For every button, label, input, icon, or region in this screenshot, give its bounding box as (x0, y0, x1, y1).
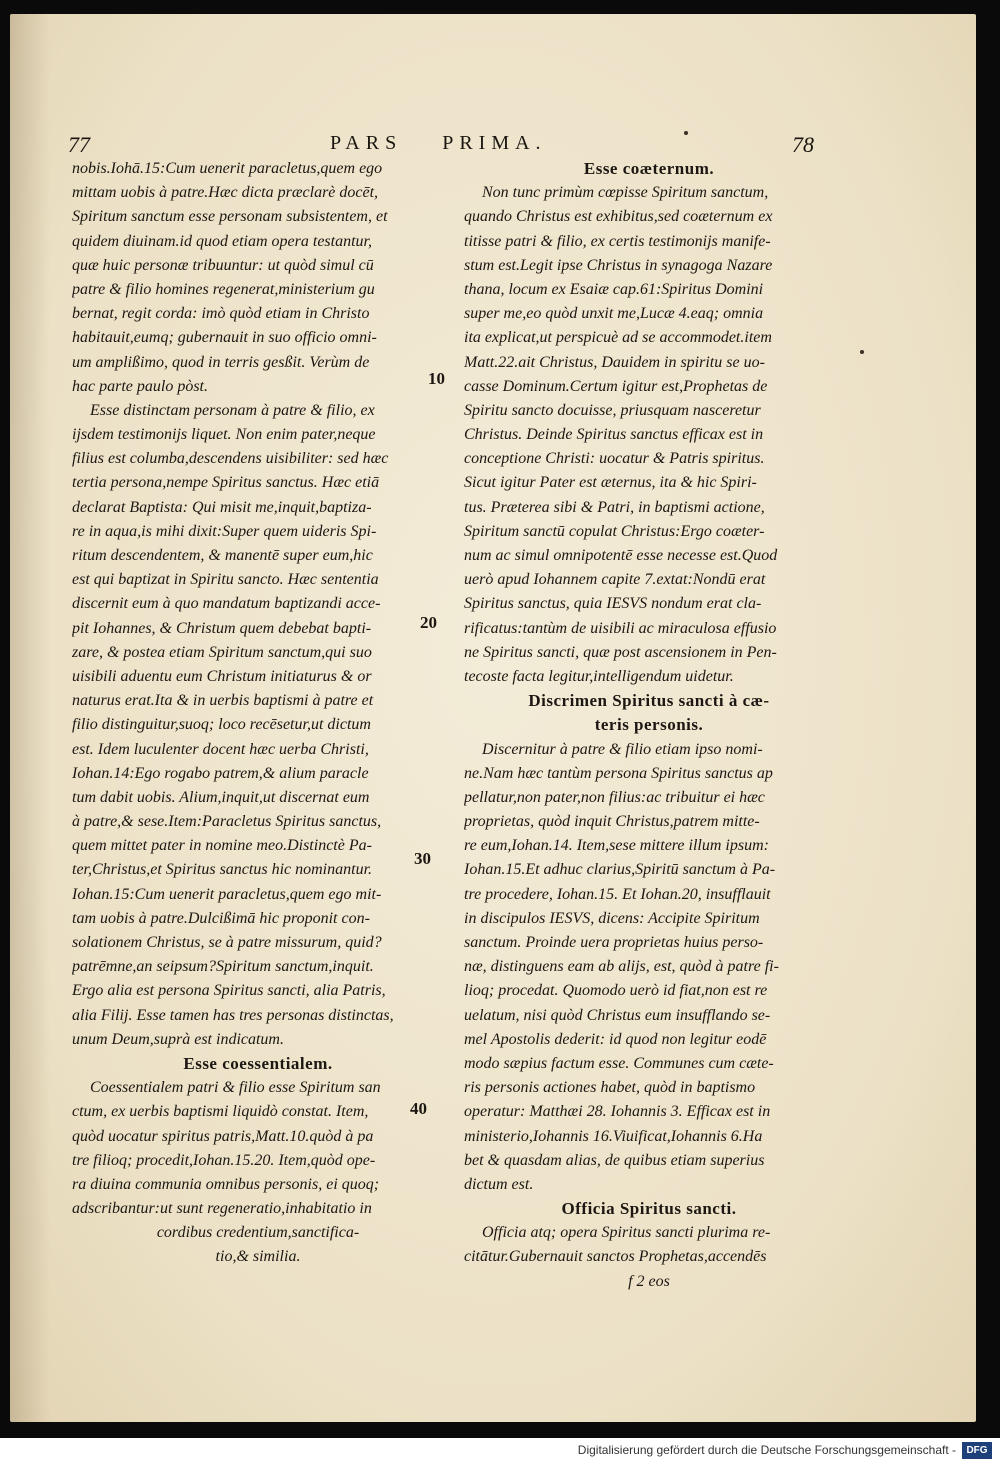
text-line: naturus erat.Ita & in uerbis baptismi à patre et (72, 692, 374, 710)
text-line: tum dabit uobis. Alium,inquit,ut discernat eum (72, 788, 370, 806)
text-line: Ergo alia est persona Spiritus sancti, alia Patris, (72, 982, 386, 1000)
text-line: citātur.Gubernauit sanctos Prophetas,accendēs (464, 1248, 767, 1266)
text-line: Spiritu sancto docuisse, priusquam nasceretur (464, 401, 761, 419)
running-title-part-1: PARS (330, 132, 403, 154)
ink-speck (860, 350, 864, 354)
text-line: Spiritus sanctus, quia IESVS nondum erat cla- (464, 595, 762, 613)
text-line: bet & quasdam alias, de quibus etiam superius (464, 1151, 765, 1169)
text-line: Iohan.14:Ego rogabo patrem,& alium paracle (72, 764, 369, 782)
text-line: sanctum. Proinde uera proprietas huius perso- (464, 934, 764, 951)
text-line: næ, distinguens eam ab alijs, est, quòd à patre fi- (464, 958, 779, 976)
text-line: quidem diuinam.id quod etiam opera testantur, (72, 232, 372, 250)
running-title (330, 132, 547, 155)
margin-line-number: 10 (428, 369, 445, 388)
text-line: cordibus credentium,sanctifica- (156, 1224, 360, 1242)
text-line: quem mittet pater in nomine meo.Distinctè Pa- (72, 837, 372, 855)
text-line: Coessentialem patri & filio esse Spiritum san (90, 1079, 381, 1097)
text-line: pellatur,non pater,non filius:ac tribuitur ei hæc (464, 788, 765, 806)
section-heading: Discrimen Spiritus sancti à cæ- (528, 691, 770, 711)
book-page (10, 14, 976, 1422)
dfg-logo-icon: DFG (962, 1442, 992, 1459)
ink-speck (684, 131, 688, 135)
text-line: filio distinguitur,suoq; loco recēsetur,ut dictum (72, 716, 371, 734)
text-line: Spiritum sanctū copulat Christus:Ergo coæter- (464, 522, 765, 540)
section-heading: Officia Spiritus sancti. (561, 1199, 737, 1219)
text-line: Matt.22.ait Christus, Dauidem in spiritu se uo- (464, 353, 765, 371)
text-line: ne.Nam hæc tantùm persona Spiritus sanctus ap (464, 764, 773, 782)
text-line: num ac simul omnipotentē esse necesse est.Quod (464, 547, 778, 564)
text-line: Non tunc primùm cœpisse Spiritum sanctum, (482, 184, 769, 202)
gutter-shadow (10, 14, 50, 1422)
text-line: quando Christus est exhibitus,sed coæternum ex (464, 208, 773, 226)
text-line: alia Filij. Esse tamen has tres personas distinctas, (72, 1006, 394, 1024)
text-line: solationem Christus, se à patre missurum, quid? (72, 934, 382, 951)
text-line: ctum, ex uerbis baptismi liquidò constat. Item, (72, 1103, 369, 1121)
text-line: Esse distinctam personam à patre & filio, ex (90, 401, 375, 419)
margin-line-number: 20 (420, 613, 437, 632)
text-line: operatur: Matthæi 28. Iohannis 3. Efficax est in (464, 1103, 771, 1121)
left-text-column (72, 157, 444, 1270)
text-line: zare, & postea etiam Spiritum sanctum,qui suo (72, 643, 372, 661)
text-line: tertia persona,nempe Spiritus sanctus. Hæc etiā (72, 474, 380, 492)
text-line: ijsdem testimonijs liquet. Non enim pater,neque (72, 426, 376, 444)
text-line: Iohan.15.Et adhuc clarius,Spiritū sanctum à Pa- (464, 861, 776, 879)
text-line: dictum est. (464, 1175, 534, 1193)
text-line: ministerio,Iohannis 16.Viuificat,Iohannis 6.Ha (464, 1127, 763, 1145)
section-heading: teris personis. (594, 715, 704, 735)
right-text-column (464, 157, 834, 1294)
text-line: tio,& similia. (215, 1248, 301, 1266)
page-number-left: 77 (68, 132, 90, 157)
text-line: re eum,Iohan.14. Item,sese mittere illum ipsum: (464, 837, 769, 855)
text-line: patre & filio homines regenerat,ministerium gu (72, 280, 375, 298)
text-line: à patre,& sese.Item:Paracletus Spiritus sanctus, (72, 813, 382, 831)
text-line: adscribantur:ut sunt regeneratio,inhabitatio in (72, 1200, 372, 1218)
text-line: ita explicat,ut perspicuè ad se accommodet.item (464, 329, 772, 347)
text-line: ris personis actiones habet, quòd in baptismo (464, 1079, 756, 1097)
text-line: tre filioq; procedit,Iohan.15.20. Item,quòd ope- (72, 1151, 376, 1169)
text-line: unum Deum,suprà est indicatum. (72, 1030, 284, 1048)
text-line: titisse patri & filio, ex certis testimonijs manife- (464, 232, 771, 250)
text-line: Spiritum sanctum esse personam subsistentem, et (72, 208, 388, 226)
text-line: thana, locum ex Esaiæ cap.61:Spiritus Domini (464, 280, 764, 298)
text-line: modo sæpius factum esse. Communes cum cæte- (464, 1054, 774, 1072)
text-line: super me,eo quòd unxit me,Lucæ 4.eaq; omnia (464, 305, 764, 323)
margin-line-number: 30 (414, 849, 431, 868)
text-line: uisibili aduentu eum Christum initiaturus & or (72, 667, 372, 685)
section-heading: Esse coessentialem. (183, 1053, 333, 1073)
text-line: uerò apud Iohannem capite 7.extat:Nondū erat (464, 571, 766, 589)
text-line: filius est columba,descendens uisibiliter: sed hæc (72, 450, 389, 468)
text-line: Sicut igitur Pater est æternus, ita & hic Spiri- (464, 474, 757, 492)
text-line: tus. Præterea sibi & Patri, in baptismi actione, (464, 498, 765, 516)
running-title-part-2: PRIMA. (442, 132, 547, 154)
text-line: bernat, regit corda: imò quòd etiam in Christo (72, 305, 370, 323)
text-line: rificatus:tantùm de uisibili ac miraculosa effusio (464, 619, 777, 637)
text-line: mel Apostolis dederit: id quod non legitur eodē (464, 1030, 767, 1048)
text-line: Officia atq; opera Spiritus sancti plurima re- (482, 1224, 771, 1242)
page-number-right: 78 (792, 132, 814, 157)
text-line: discernit eum à quo mandatum baptizandi acce- (72, 595, 381, 613)
text-line: re in aqua,is mihi dixit:Super quem uideris Spi- (72, 522, 377, 540)
text-line: Christus. Deinde Spiritus sanctus efficax est in (464, 426, 764, 444)
text-line: declarat Baptista: Qui misit me,inquit,baptiza- (72, 498, 372, 516)
text-line: ter,Christus,et Spiritus sanctus hic nominantur. (72, 861, 373, 879)
text-line: hac parte paulo pòst. (72, 377, 208, 395)
text-line: proprietas, quòd inquit Christus,patrem mitte- (464, 813, 760, 831)
text-line: habitauit,eumq; gubernauit in suo officio omni- (72, 329, 377, 347)
text-line: f 2 eos (628, 1272, 670, 1290)
text-line: Discernitur à patre & filio etiam ipso nomi- (482, 740, 763, 758)
text-line: tre procedere, Iohan.15. Et Iohan.20, insufflauit (464, 885, 771, 903)
text-line: quæ huic personæ tribuuntur: ut quòd simul cū (72, 256, 374, 274)
text-line: tecoste facta legitur,intelligendum uidetur. (464, 667, 734, 685)
text-line: mittam uobis à patre.Hæc dicta præclarè docēt, (72, 184, 379, 202)
text-line: ra diuina communia omnibus personis, ei quoq; (72, 1175, 380, 1193)
section-heading: Esse coæternum. (583, 159, 715, 178)
text-line: patrēmne,an seipsum?Spiritum sanctum,inquit. (72, 958, 374, 976)
text-line: ne Spiritus sancti, quæ post ascensionem in Pen- (464, 643, 777, 661)
funding-credit: Digitalisierung gefördert durch die Deutsche Forschungsgemeinschaft - (577, 1443, 956, 1457)
text-line: in discipulos IESVS, dicens: Accipite Spiritum (464, 909, 760, 927)
text-line: conceptione Christi: uocatur & Patris spiritus. (464, 450, 765, 468)
text-line: pit Iohannes, & Christum quem debebat bapti- (72, 619, 372, 637)
text-line: casse Dominum.Certum igitur est,Prophetas de (464, 377, 768, 395)
text-line: uelatum, nisi quòd Christus eum insufflando se- (464, 1006, 771, 1024)
text-line: nobis.Iohā.15:Cum uenerit paracletus,quem ego (72, 160, 383, 177)
digitization-footer (0, 1438, 1000, 1466)
text-line: est. Idem luculenter docent hæc uerba Christi, (72, 740, 369, 758)
text-line: stum est.Legit ipse Christus in synagoga Nazare (464, 256, 773, 274)
text-line: lioq; procedat. Quomodo uerò id fiat,non est re (464, 982, 768, 1000)
text-line: um amplißimo, quod in terris gesßit. Verùm de (72, 353, 370, 371)
text-line: est qui baptizat in Spiritu sancto. Hæc sententia (72, 571, 379, 589)
margin-line-number: 40 (410, 1099, 427, 1118)
text-line: quòd uocatur spiritus patris,Matt.10.quòd à pa (72, 1127, 374, 1145)
text-line: tam uobis à patre.Dulcißimā hic proponit con- (72, 909, 370, 927)
text-line: ritum descendentem, & manentē super eum,hic (72, 547, 373, 564)
text-line: Iohan.15:Cum uenerit paracletus,quem ego mit- (72, 885, 382, 903)
